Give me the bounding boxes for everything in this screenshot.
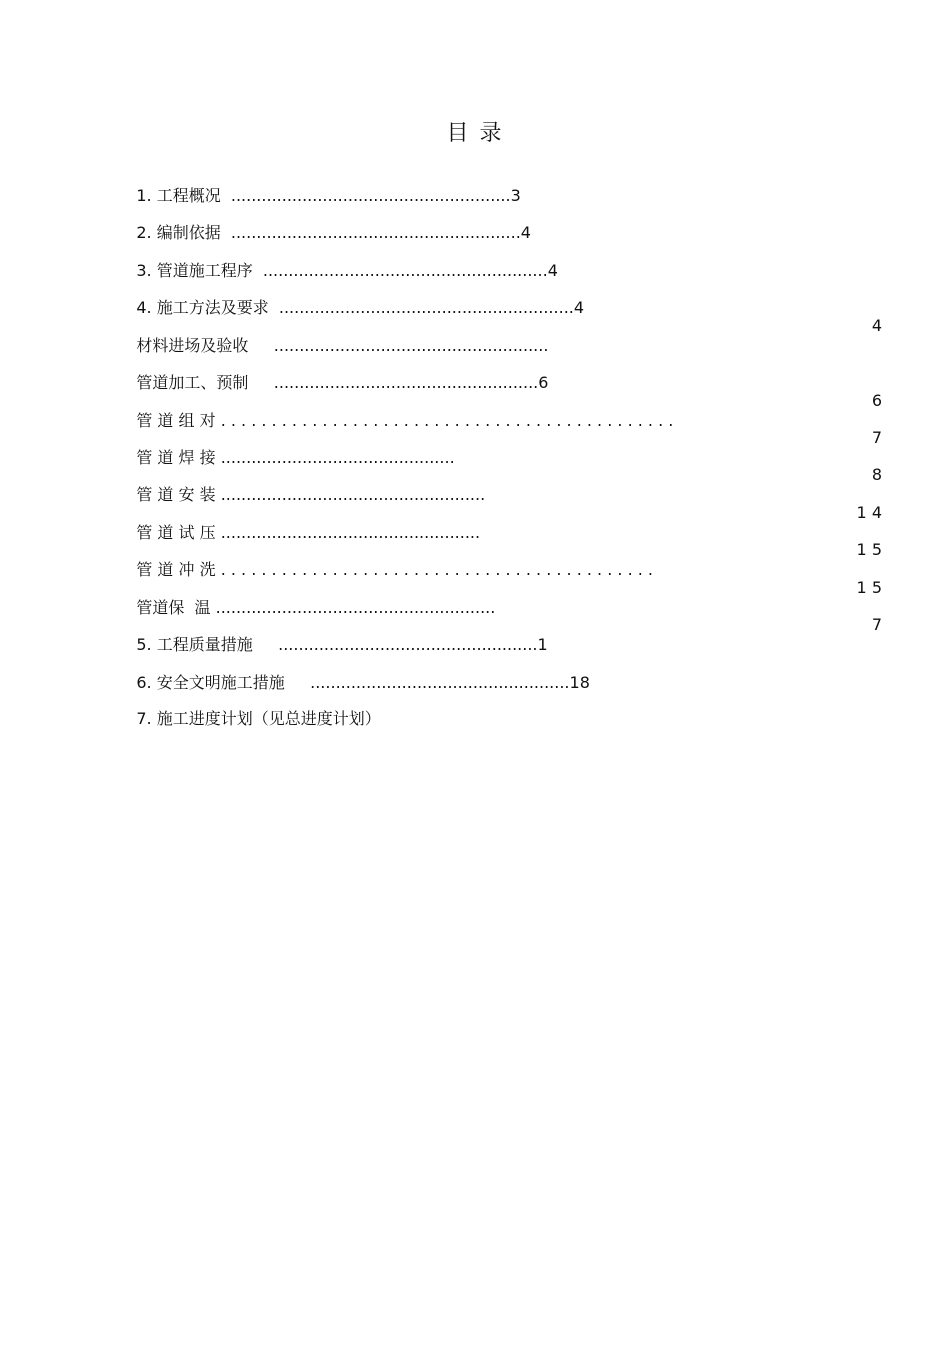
toc-entry-leader: . . . . . . . . . . . . . . . . . . . . . . . . . . . . . . . . . . . . . . . . . . . bbox=[215, 560, 653, 579]
toc-entry-label: 6. 安全文明施工措施 bbox=[136, 673, 285, 692]
toc-entry-leader: .............................................. bbox=[215, 448, 455, 467]
toc-entry-label: 3. 管道施工程序 bbox=[136, 261, 253, 280]
toc-entry-label: 管 道 试 压 bbox=[136, 523, 216, 542]
toc-entry-label: 1. 工程概况 bbox=[136, 186, 221, 205]
toc-entry-leader: ....................................................... bbox=[210, 598, 496, 617]
toc-entry-leader: .................................................... bbox=[215, 485, 486, 504]
toc-title: 目 录 bbox=[446, 121, 504, 146]
toc-entry-label: 材料进场及验收 bbox=[136, 336, 249, 355]
toc-entry-label: 5. 工程质量措施 bbox=[136, 635, 253, 654]
toc-entry-leader: . . . . . . . . . . . . . . . . . . . . . . . . . . . . . . . . . . . . . . . . . . . . . bbox=[215, 411, 674, 430]
toc-entry-page: 6 bbox=[871, 391, 882, 410]
toc-entry-leader: ..........................................................4 bbox=[268, 298, 585, 317]
toc-entry-leader: .........................................................4 bbox=[220, 223, 531, 242]
toc-entry-label: 管道保 温 bbox=[136, 598, 211, 617]
toc-entry-leader: ...................................................18 bbox=[284, 673, 590, 692]
toc-entry-leader: ........................................................4 bbox=[252, 261, 558, 280]
toc-entry-label: 2. 编制依据 bbox=[136, 223, 221, 242]
toc-entry-leader: ...................................................1 bbox=[252, 635, 548, 654]
toc-entry-page: 7 bbox=[871, 428, 882, 447]
toc-entry-page: 8 bbox=[871, 465, 882, 484]
toc-entry-leader: ...................................................... bbox=[248, 336, 549, 355]
toc-entry-page: 7 bbox=[871, 615, 882, 634]
toc-entry-label: 管 道 安 装 bbox=[136, 485, 216, 504]
toc-entry-label: 4. 施工方法及要求 bbox=[136, 298, 269, 317]
toc-entry-leader: ....................................................6 bbox=[248, 373, 549, 392]
toc-entry-leader: ................................................... bbox=[215, 523, 481, 542]
toc-entry-7[interactable] bbox=[116, 689, 381, 749]
toc-entry-label: 管 道 组 对 bbox=[136, 411, 216, 430]
toc-entry-leader: .......................................................3 bbox=[220, 186, 521, 205]
toc-entry-page: 1 4 bbox=[856, 503, 882, 522]
toc-entry-page: 4 bbox=[871, 316, 882, 335]
toc-entry-label: 管道加工、预制 bbox=[136, 373, 249, 392]
toc-entry-label: 管 道 冲 洗 bbox=[136, 560, 216, 579]
toc-entry-label: 管 道 焊 接 bbox=[136, 448, 216, 467]
toc-entry-label: 7. 施工进度计划（见总进度计划） bbox=[136, 709, 381, 728]
toc-entry-page: 1 5 bbox=[856, 540, 882, 559]
toc-entry-page: 1 5 bbox=[856, 578, 882, 597]
